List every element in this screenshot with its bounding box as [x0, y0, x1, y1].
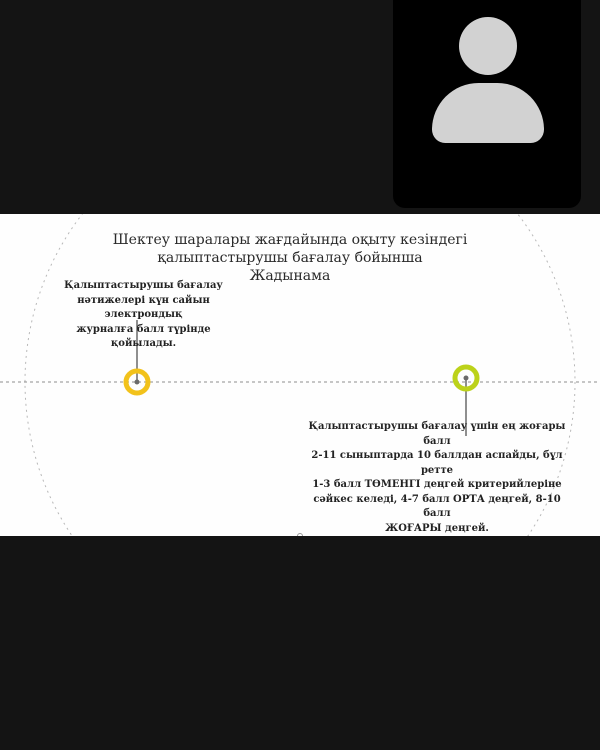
shared-slide: [0, 214, 600, 536]
slide-title-line: Шектеу шаралары жағдайында оқыту кезіндегі: [112, 232, 468, 248]
slide-title-line: қалыптастырушы бағалау бойынша: [157, 250, 423, 266]
left-note-line: Қалыптастырушы бағалау: [64, 280, 223, 291]
right-note: [302, 420, 572, 536]
right-note-line: 1-3 балл ТӨМЕНГІ деңгей критерийлеріне: [312, 479, 562, 490]
left-note: [56, 279, 231, 352]
right-note-line: ЖОҒАРЫ деңгей.: [385, 522, 489, 534]
slide-title: [100, 231, 480, 285]
person-placeholder-icon: [459, 17, 517, 75]
left-note-line: нәтижелері күн сайын электрондық: [77, 294, 210, 320]
slide-title-line: Жадынама: [249, 268, 331, 284]
right-note-line: 2-11 сыныптарда 10 баллдан аспайды, бұл ретте: [311, 450, 563, 476]
right-note-line: сәйкес келеді, 4-7 балл ОРТА деңгей, 8-10 балл: [313, 493, 561, 519]
right-marker-dot: [464, 376, 469, 381]
left-note-line: журналға балл түрінде қойылады.: [76, 323, 211, 349]
left-marker-dot: [135, 380, 140, 385]
right-note-line: Қалыптастырушы бағалау үшін ең жоғары балл: [308, 421, 566, 447]
